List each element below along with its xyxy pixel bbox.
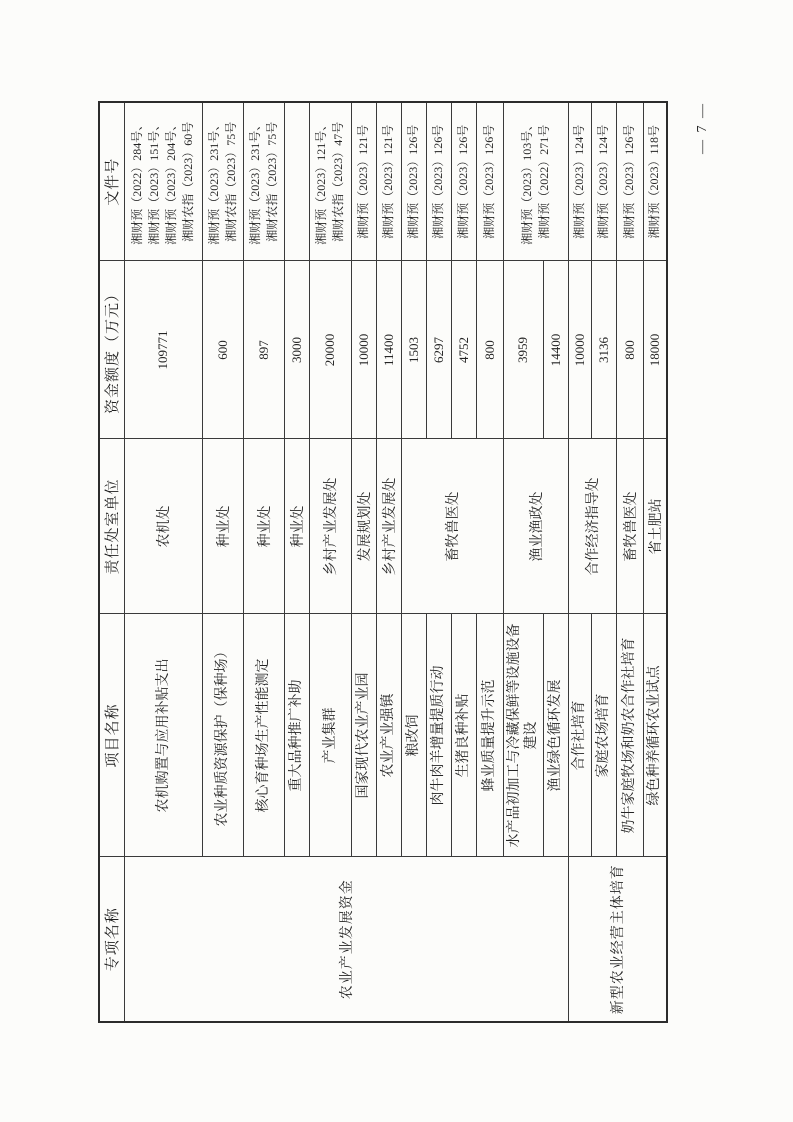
doc-number-line: 湘财预（2023）118号 xyxy=(647,124,661,239)
doc-number-cell xyxy=(124,102,202,261)
budget-table-body xyxy=(99,102,667,1022)
doc-number-cell xyxy=(616,102,643,261)
project-name-cell: 奶牛家庭牧场和奶农合作社培育 xyxy=(616,614,643,857)
doc-number-cell xyxy=(426,102,451,261)
amount-cell: 800 xyxy=(476,261,503,439)
amount-cell: 897 xyxy=(243,261,284,439)
amount-cell: 18000 xyxy=(643,261,667,439)
amount-cell: 3959 xyxy=(503,261,543,439)
doc-number-cell xyxy=(243,102,284,261)
doc-number-line: 湘财预（2023）121号、 xyxy=(314,118,328,245)
project-name-cell: 农业种质资源保护（保种场） xyxy=(202,614,243,857)
project-name-cell: 国家现代农业产业园 xyxy=(351,614,376,857)
doc-number-cell xyxy=(591,102,616,261)
project-name-cell: 农机购置与应用补贴支出 xyxy=(124,614,202,857)
amount-cell: 109771 xyxy=(124,261,202,439)
header-row xyxy=(99,102,124,1022)
column-header-0: 专项名称 xyxy=(99,857,124,1022)
project-name-cell: 家庭农场培育 xyxy=(591,614,616,857)
project-name-cell: 核心育种场生产性能测定 xyxy=(243,614,284,857)
column-header-1: 项目名称 xyxy=(99,614,124,857)
project-name-cell: 产业集群 xyxy=(309,614,351,857)
doc-number-line: 湘财农指（2023）47号 xyxy=(331,121,345,242)
department-cell: 乡村产业发展处 xyxy=(309,439,351,614)
column-header-2: 责任处室单位 xyxy=(99,439,124,614)
doc-number-line: 湘财农指（2023）75号 xyxy=(264,121,279,242)
table-row xyxy=(124,102,202,1022)
rotated-table-area xyxy=(98,103,665,1023)
amount-cell: 20000 xyxy=(309,261,351,439)
amount-cell: 1503 xyxy=(401,261,426,439)
doc-number-line: 湘财预（2023）126号 xyxy=(406,124,420,239)
amount-cell: 11400 xyxy=(376,261,401,439)
department-cell: 畜牧兽医处 xyxy=(401,439,503,614)
amount-cell: 14400 xyxy=(543,261,568,439)
doc-number-line: 湘财预（2023）126号 xyxy=(622,124,636,239)
doc-number-line: 湘财预（2023）124号 xyxy=(572,124,586,239)
column-header-3: 资金额度（万元） xyxy=(99,261,124,439)
special-name-cell: 农业产业发展资金 xyxy=(124,857,568,1022)
department-cell: 乡村产业发展处 xyxy=(376,439,401,614)
doc-number-cell xyxy=(568,102,591,261)
doc-number-line: 湘财预（2022）271号 xyxy=(536,124,551,239)
project-name-cell: 合作社培育 xyxy=(568,614,591,857)
doc-number-line: 湘财预（2023）126号 xyxy=(482,124,496,239)
project-name-cell: 渔业绿色循环发展 xyxy=(543,614,568,857)
doc-number-line: 湘财农指（2023）75号 xyxy=(223,121,238,242)
budget-table xyxy=(98,101,668,1023)
doc-number-cell xyxy=(451,102,476,261)
doc-number-cell xyxy=(376,102,401,261)
doc-number-line: 湘财预（2023）103号、 xyxy=(519,118,534,245)
project-name-cell: 粮改饲 xyxy=(401,614,426,857)
department-cell: 畜牧兽医处 xyxy=(616,439,643,614)
table-row xyxy=(568,102,591,1022)
doc-number-line: 湘财农指（2023）60号 xyxy=(181,121,195,242)
doc-number-line: 湘财预（2022）284号、 xyxy=(130,118,144,245)
project-name-cell: 水产品初加工与冷藏保鲜等设施设备建设 xyxy=(503,614,543,857)
doc-number-line: 湘财预（2023）126号 xyxy=(431,124,445,239)
department-cell: 渔业渔政处 xyxy=(503,439,568,614)
doc-number-cell xyxy=(309,102,351,261)
department-cell: 合作经济指导处 xyxy=(568,439,616,614)
doc-number-cell xyxy=(202,102,243,261)
doc-number-cell xyxy=(503,102,568,261)
doc-number-line: 湘财预（2023）151号、 xyxy=(147,118,161,245)
doc-number-line: 湘财预（2023）121号 xyxy=(356,124,370,239)
amount-cell: 4752 xyxy=(451,261,476,439)
amount-cell: 600 xyxy=(202,261,243,439)
column-header-4: 文件号 xyxy=(99,102,124,261)
project-name-cell: 绿色种养循环农业试点 xyxy=(643,614,667,857)
amount-cell: 6297 xyxy=(426,261,451,439)
doc-number-cell xyxy=(401,102,426,261)
project-name-cell: 重大品种推广补助 xyxy=(284,614,309,857)
project-name-cell: 肉牛肉羊增量提质行动 xyxy=(426,614,451,857)
department-cell: 种业处 xyxy=(202,439,243,614)
amount-cell: 10000 xyxy=(351,261,376,439)
doc-number-line: 湘财预（2023）231号、 xyxy=(206,118,221,245)
department-cell: 种业处 xyxy=(243,439,284,614)
project-name-cell: 农业产业强镇 xyxy=(376,614,401,857)
doc-number-cell xyxy=(476,102,503,261)
department-cell: 种业处 xyxy=(284,439,309,614)
special-name-cell: 新型农业经营主体培育 xyxy=(568,857,667,1022)
doc-number-line: 湘财预（2023）126号 xyxy=(456,124,470,239)
project-name-cell: 蜂业质量提升示范 xyxy=(476,614,503,857)
doc-number-cell xyxy=(351,102,376,261)
department-cell: 省土肥站 xyxy=(643,439,667,614)
department-cell: 发展规划处 xyxy=(351,439,376,614)
doc-number-line: 湘财预（2023）121号 xyxy=(381,124,395,239)
doc-number-cell xyxy=(643,102,667,261)
amount-cell: 800 xyxy=(616,261,643,439)
department-cell: 农机处 xyxy=(124,439,202,614)
project-name-cell: 生猪良种补贴 xyxy=(451,614,476,857)
doc-number-line: 湘财预（2023）204号、 xyxy=(164,118,178,245)
doc-number-line: 湘财预（2023）124号 xyxy=(596,124,610,239)
doc-number-line: 湘财预（2023）231号、 xyxy=(247,118,262,245)
amount-cell: 3000 xyxy=(284,261,309,439)
amount-cell: 3136 xyxy=(591,261,616,439)
amount-cell: 10000 xyxy=(568,261,591,439)
doc-number-cell xyxy=(284,102,309,261)
page-number: — 7 — xyxy=(695,102,710,154)
